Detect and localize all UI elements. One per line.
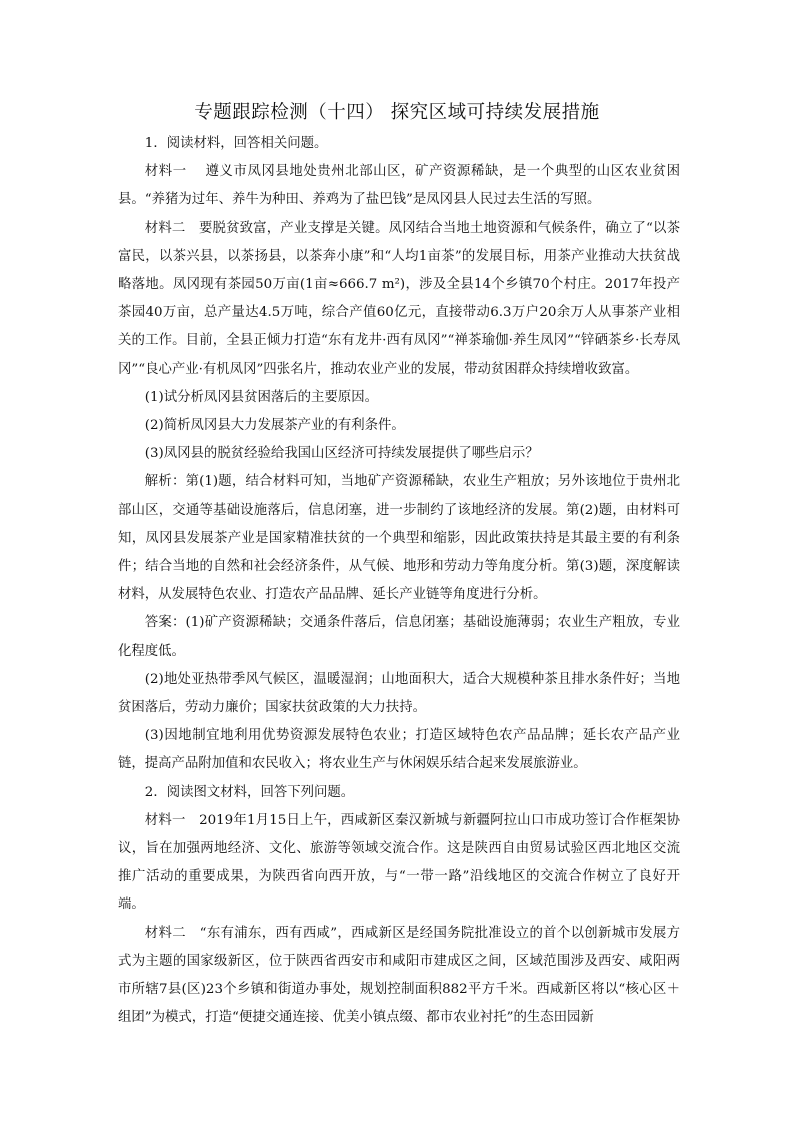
q1-material-1: 材料一 遵义市凤冈县地处贵州北部山区，矿产资源稀缺，是一个典型的山区农业贫困县。“养猪为过年、养牛为种田、养鸡为了盐巴钱”是凤冈县人民过去生活的写照。	[118, 164, 680, 208]
question-1-intro: 1．阅读材料，回答相关问题。	[144, 136, 328, 151]
q1-subquestion-1: (1)试分析凤冈县贫困落后的主要原因。	[144, 389, 379, 405]
q1-answer-2: (2)地处亚热带季风气候区，温暖湿润；山地面积大，适合大规模种茶且排水条件好；当地贫困落后，劳动力廉价；国家扶贫政策的大力扶持。	[118, 671, 680, 716]
q1-answer-3: (3)因地制宜地利用优势资源发展特色农业；打造区域特色农产品品牌；延长农产品产业链，提高产品附加值和农民收入；将农业生产与休闲娱乐结合起来发展旅游业。	[118, 728, 680, 772]
page-title: 专题跟踪检测（十四） 探究区域可持续发展措施	[194, 102, 600, 123]
q1-material-2: 材料二 要脱贫致富，产业支撑是关键。凤冈结合当地土地资源和气候条件，确立了“以茶富民，以茶兴县，以茶扬县，以茶奔小康”和“人均1亩茶”的发展目标，用茶产业推动大扶贫战略落地。凤冈现有茶园50万亩(1亩≈666.7 m²)，涉及全县14个乡镇70个村庄。2017年投产茶园40万亩，总产量达4.5万吨，综合产值60亿元，直接带动6.3万户20余万人从事茶产业相关的工作。目前，全县正倾力打造“东有龙井·西有凤冈”“禅茶瑜伽·养生凤冈”“锌硒茶乡·长寿凤冈”“良心产业·有机凤冈”四张名片，推动农业产业的发展，带动贫困群众持续增收致富。	[118, 220, 680, 377]
q1-analysis: 解析：第(1)题，结合材料可知，当地矿产资源稀缺，农业生产粗放；另外该地位于贵州北部山区，交通等基础设施落后，信息闭塞，进一步制约了该地经济的发展。第(2)题，由材料可知，凤冈县发展茶产业是国家精准扶贫的一个典型和缩影，因此政策扶持是其最主要的有利条件；结合当地的自然和社会经济条件，从气候、地形和劳动力等角度分析。第(3)题，深度解读材料，从发展特色农业、打造农产品品牌、延长产业链等角度进行分析。	[118, 474, 680, 603]
q1-subquestion-3: (3)凤冈县的脱贫经验给我国山区经济可持续发展提供了哪些启示？	[144, 446, 539, 462]
q1-answer-1: 答案：(1)矿产资源稀缺；交通条件落后，信息闭塞；基础设施薄弱；农业生产粗放，专业化程度低。	[118, 615, 680, 659]
q2-material-2: 材料二 “东有浦东，西有西咸”，西咸新区是经国务院批准设立的首个以创新城市发展方式为主题的国家级新区，位于陕西省西安市和咸阳市建成区之间，区域范围涉及西安、咸阳两市所辖7县(区)23个乡镇和街道办事处，规划控制面积882平方千米。西咸新区将以“核心区＋组团”为模式，打造“便捷交通连接、优美小镇点缀、都市农业衬托”的生态田园新	[118, 925, 680, 1026]
document-body	[118, 130, 680, 1033]
q1-subquestion-2: (2)简析凤冈县大力发展茶产业的有利条件。	[144, 418, 405, 434]
q2-material-1: 材料一 2019年1月15日上午，西咸新区秦汉新城与新疆阿拉山口市成功签订合作框架协议，旨在加强两地经济、文化、旅游等领域交流合作。这是陕西自由贸易试验区西北地区交流推广活动的重要成果，为陕西省向西开放，与“一带一路”沿线地区的交流合作树立了良好开端。	[118, 812, 680, 913]
question-2-intro: 2．阅读图文材料，回答下列问题。	[144, 784, 355, 800]
